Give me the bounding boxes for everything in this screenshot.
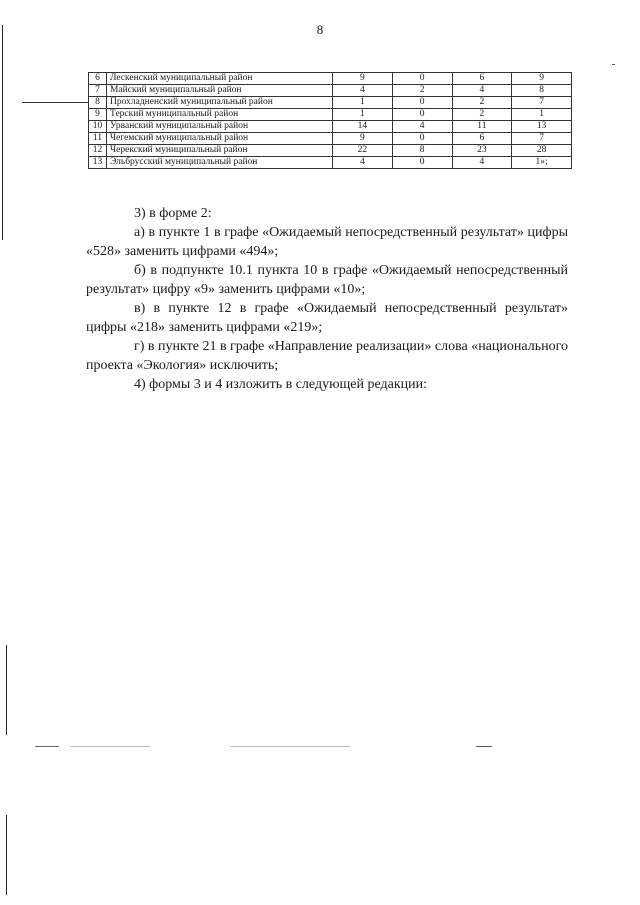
table-cell: 2 xyxy=(392,85,452,97)
district-name: Чегемский муниципальный район xyxy=(107,133,333,145)
paragraph: 4) формы 3 и 4 изложить в следующей редакции: xyxy=(134,377,428,392)
paragraph: а) в пункте 1 в графе «Ожидаемый непосредственный результат» цифры «528» заменить цифрами «494»; xyxy=(86,225,568,259)
table-cell: 9 xyxy=(512,73,572,85)
table-row xyxy=(89,145,572,157)
table-row xyxy=(89,121,572,133)
scan-edge-line xyxy=(2,25,3,240)
table-cell: 13 xyxy=(512,121,572,133)
paragraph: б) в подпункте 10.1 пункта 10 в графе «Ожидаемый непосредственный результат» цифру «9» заменить цифрами «10»; xyxy=(86,263,568,297)
table-cell: 8 xyxy=(392,145,452,157)
table-cell: 22 xyxy=(333,145,393,157)
table-cell: 2 xyxy=(452,97,512,109)
table-cell: 0 xyxy=(392,133,452,145)
table-cell: 23 xyxy=(452,145,512,157)
table-cell: 8 xyxy=(512,85,572,97)
row-number: 13 xyxy=(89,157,107,169)
table-cell: 1 xyxy=(333,109,393,121)
scan-mark xyxy=(70,746,150,747)
table-cell: 0 xyxy=(392,73,452,85)
table-cell: 9 xyxy=(333,133,393,145)
row-number: 7 xyxy=(89,85,107,97)
table-cell: 4 xyxy=(452,85,512,97)
table-cell: 7 xyxy=(512,97,572,109)
page-number: 8 xyxy=(316,22,324,37)
scan-mark xyxy=(612,64,615,65)
table-row xyxy=(89,157,572,169)
paragraph: г) в пункте 21 в графе «Направление реализации» слова «национального проекта «Экология» исключить; xyxy=(86,339,569,373)
scan-mark xyxy=(22,102,88,103)
scan-mark xyxy=(35,746,59,747)
scan-mark xyxy=(476,746,492,747)
district-name: Прохладненский муниципальный район xyxy=(107,97,333,109)
table-cell: 7 xyxy=(512,133,572,145)
scan-mark xyxy=(230,746,350,747)
row-number: 9 xyxy=(89,109,107,121)
district-name: Эльбрусский муниципальный район xyxy=(107,157,333,169)
table-cell: 9 xyxy=(333,73,393,85)
district-name: Лескенский муниципальный район xyxy=(107,73,333,85)
row-number: 12 xyxy=(89,145,107,157)
table-row xyxy=(89,85,572,97)
paragraph: в) в пункте 12 в графе «Ожидаемый непосредственный результат» цифры «218» заменить цифрами «219»; xyxy=(86,301,568,335)
row-number: 8 xyxy=(89,97,107,109)
districts-table xyxy=(88,72,572,169)
row-number: 10 xyxy=(89,121,107,133)
table-cell: 4 xyxy=(452,157,512,169)
table-cell: 0 xyxy=(392,157,452,169)
table-cell: 2 xyxy=(452,109,512,121)
district-name: Урванский муниципальный район xyxy=(107,121,333,133)
table-cell: 1 xyxy=(333,97,393,109)
table-cell: 28 xyxy=(512,145,572,157)
table-cell: 1»; xyxy=(512,157,572,169)
district-name: Майский муниципальный район xyxy=(107,85,333,97)
row-number: 11 xyxy=(89,133,107,145)
table-row xyxy=(89,73,572,85)
table-row xyxy=(89,97,572,109)
table-cell: 6 xyxy=(452,73,512,85)
table-cell: 4 xyxy=(333,85,393,97)
district-name: Черекский муниципальный район xyxy=(107,145,333,157)
table-cell: 0 xyxy=(392,97,452,109)
row-number: 6 xyxy=(89,73,107,85)
amendment-text xyxy=(86,204,568,394)
table-cell: 0 xyxy=(392,109,452,121)
table-row xyxy=(89,109,572,121)
scan-edge-line xyxy=(6,815,7,895)
table-row xyxy=(89,133,572,145)
table-cell: 1 xyxy=(512,109,572,121)
table-cell: 6 xyxy=(452,133,512,145)
table-cell: 11 xyxy=(452,121,512,133)
table-cell: 4 xyxy=(333,157,393,169)
district-name: Терский муниципальный район xyxy=(107,109,333,121)
paragraph: 3) в форме 2: xyxy=(134,206,212,221)
table-cell: 14 xyxy=(333,121,393,133)
table-cell: 4 xyxy=(392,121,452,133)
scan-edge-line xyxy=(6,645,7,735)
